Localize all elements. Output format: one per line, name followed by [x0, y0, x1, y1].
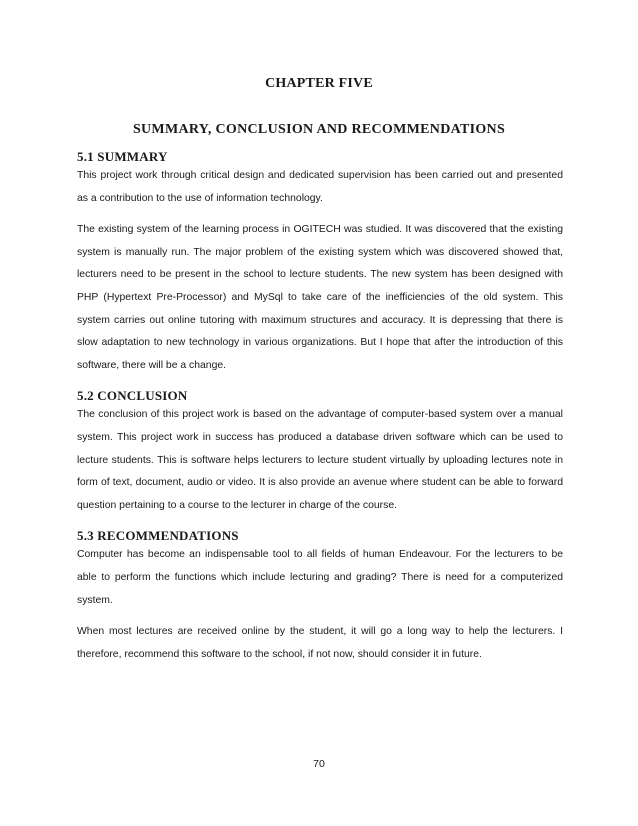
paragraph: Computer has become an indispensable tool to all fields of human Endeavour. For the lecturers to be able to perform the functions which include lecturing and grading? There is need for a computerized system.: [77, 549, 563, 606]
main-title: SUMMARY, CONCLUSION AND RECOMMENDATIONS: [132, 122, 506, 137]
section-recommendations: [77, 528, 563, 666]
paragraph: This project work through critical design and dedicated supervision has been carried out and presented as a contribution to the use of information technology.: [77, 170, 563, 204]
paragraph: The conclusion of this project work is based on the advantage of computer-based system over a manual system. This project work in success has produced a database driven software which can be used to lecture students. This is software helps lecturers to lecture student virtually by uploading lectures note in form of text, document, audio or video. It is also provide an avenue where student can be able to forward question pertaining to a course to the lecturer in charge of the course.: [77, 409, 563, 511]
section-heading: 5.1 SUMMARY: [77, 149, 168, 164]
document-body: [77, 149, 563, 666]
section-summary: [77, 149, 563, 377]
paragraph: When most lectures are received online by the student, it will go a long way to help the lecturers. I therefore, recommend this software to the school, if not now, should consider it in future.: [77, 626, 563, 660]
chapter-title: CHAPTER FIVE: [265, 76, 373, 91]
section-conclusion: [77, 388, 563, 517]
section-heading: 5.3 RECOMMENDATIONS: [77, 528, 239, 544]
section-heading: 5.2 CONCLUSION: [77, 388, 188, 404]
paragraph: The existing system of the learning process in OGITECH was studied. It was discovered that the existing system is manually run. The major problem of the existing system which was discovered showed that, lecturers need to be present in the school to lecture students. The new system has been designed with PHP (Hypertext Pre-Processor) and MySql to take care of the inefficiencies of the old system. This system carries out online tutoring with maximum structures and accuracy. It is depressing that there is slow adaptation to new technology in various organizations. But I hope that after the introduction of this software, there will be a change.: [77, 224, 563, 371]
page-number: 70: [313, 758, 325, 770]
